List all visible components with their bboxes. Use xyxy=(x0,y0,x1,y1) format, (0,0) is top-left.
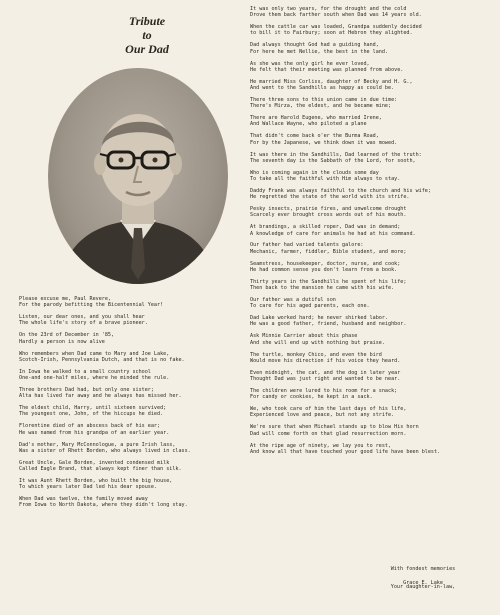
portrait-drawing xyxy=(48,68,228,284)
poem-line: Ask Minnie Carrier about this phase xyxy=(250,333,358,340)
poem-stanza xyxy=(19,296,249,309)
poem-line: There's Mirza, the eldest, and he became mine; xyxy=(250,103,392,110)
poem-line: Thirty years in the Sandhills he spent of his life; xyxy=(250,278,407,285)
poem-line: We're sure that when Michael stands up to blow His horn xyxy=(250,424,419,431)
poem-stanza xyxy=(19,423,249,436)
poem-line: The eldest child, Harry, until sixteen survived; xyxy=(19,405,167,412)
poem-line: He regretted the state of the world with its strife. xyxy=(250,194,410,201)
left-column xyxy=(19,296,249,514)
right-column xyxy=(250,6,495,461)
poem-line: The turtle, monkey Chico, and even the bird xyxy=(250,351,382,358)
poem-line: There three sons to this union came in due time: xyxy=(250,96,398,103)
poem-stanza xyxy=(250,224,495,237)
poem-stanza xyxy=(250,133,495,146)
poem-line: From Iowa to North Dakota, where they didn't long stay. xyxy=(19,502,188,509)
poem-line: There are Harold Eugene, who married Irene, xyxy=(250,115,382,122)
poem-line: As she was the only girl he ever loved, xyxy=(250,60,370,67)
tribute-title xyxy=(92,14,202,56)
title-line-3: Our Dad xyxy=(125,42,169,56)
poem-line: At brandings, a skilled roper, Dad was in demand; xyxy=(250,224,401,231)
poem-line: Who remembers when Dad came to Mary and Joe Lake, xyxy=(19,350,170,357)
poem-line: Would move his direction if his voice they heard. xyxy=(250,357,401,364)
poem-stanza xyxy=(19,387,249,400)
poem-stanza xyxy=(250,170,495,183)
poem-line: to bill it to Fairbury; soon at Hebron they alighted. xyxy=(250,30,413,37)
poem-line: On the 23rd of December in '85, xyxy=(19,332,115,339)
poem-line: Hardly a person is now alive xyxy=(19,338,105,345)
poem-stanza xyxy=(250,188,495,201)
poem-line: Florentine died of an abscess back of his ear; xyxy=(19,423,161,430)
poem-line: To take all the faithful with Him always to stay. xyxy=(250,175,401,182)
poem-line: Listen, our dear ones, and you shall hear xyxy=(19,314,145,321)
poem-stanza xyxy=(250,406,495,419)
poem-line: A knowledge of care for animals he had at his command. xyxy=(250,230,416,237)
poem-line: It was Aunt Rhett Borden, who built the big house, xyxy=(19,477,173,484)
poem-stanza xyxy=(250,333,495,346)
poem-line: Our father had varied talents galore: xyxy=(250,242,364,249)
poem-line: Mechanic, farmer, fiddler, Bible student, and more; xyxy=(250,248,407,255)
poem-stanza xyxy=(19,314,249,327)
poem-stanza xyxy=(250,6,495,19)
poem-line: Alta has lived far away and he always has missed her. xyxy=(19,393,182,400)
closing-line-1: With fondest memories xyxy=(390,565,456,572)
poem-line: Was a sister of Rhett Borden, who always lived in class. xyxy=(19,447,191,454)
poem-stanza xyxy=(250,370,495,383)
poem-line: In Iowa he walked to a small country school xyxy=(19,368,151,375)
poem-line: He was a good father, friend, husband and neighbor. xyxy=(250,321,407,328)
poem-stanza xyxy=(19,332,249,345)
poem-line: Then back to the mansion he came with his wife. xyxy=(250,285,395,292)
title-line-2: to xyxy=(142,28,152,42)
poem-line: Experienced love and peace, but not any strife. xyxy=(250,412,395,419)
poem-line: Seamstress, housekeeper, doctor, nurse, and cook; xyxy=(250,260,401,267)
poem-line: Even midnight, the cat, and the dog in later year xyxy=(250,369,401,376)
poem-line: We, who took care of him the last days of his life, xyxy=(250,406,407,413)
poem-line: For candy or cookies, he kept in a sack. xyxy=(250,394,373,401)
poem-line: And know all that have touched your good life have been blest. xyxy=(250,448,441,455)
poem-line: Dad Lake worked hard; he never shirked labor. xyxy=(250,315,389,322)
poem-stanza xyxy=(250,115,495,128)
poem-line: At the ripe age of ninety, we lay you to rest, xyxy=(250,442,392,449)
poem-line: Dad's mother, Mary McConnologue, a pure Irish lass, xyxy=(19,441,176,448)
poem-line: When the cattle car was loaded, Grandpa suddenly decided xyxy=(250,24,422,31)
poem-stanza xyxy=(250,279,495,292)
poem-line: Dad always thought God had a guiding hand, xyxy=(250,42,379,49)
poem-line: When Dad was twelve, the family moved away xyxy=(19,496,148,503)
poem-line: That didn't come back o'er the Burma Road, xyxy=(250,133,379,140)
poem-line: And went to the Sandhills as happy as could be. xyxy=(250,85,395,92)
poem-stanza xyxy=(19,351,249,364)
poem-stanza xyxy=(19,478,249,491)
poem-line: For here he met Nellie, the best in the land. xyxy=(250,48,389,55)
poem-stanza xyxy=(19,496,249,509)
poem-stanza xyxy=(250,297,495,310)
poem-line: He felt that their meeting was planned from above. xyxy=(250,66,404,73)
poem-stanza xyxy=(250,152,495,165)
poem-line: The whole life's story of a brave pioneer. xyxy=(19,320,148,327)
poem-line: Please excuse me, Paul Revere, xyxy=(19,296,112,302)
poem-line: Dad will come forth on that glad resurrection morn. xyxy=(250,430,407,437)
poem-stanza xyxy=(250,79,495,92)
poem-stanza xyxy=(250,61,495,74)
closing-lines xyxy=(368,553,478,603)
poem-line: Three brothers Dad had, but only one sister; xyxy=(19,386,154,393)
poem-stanza xyxy=(19,442,249,455)
closing-line-2: Your daughter-in-law, xyxy=(390,584,456,591)
poem-stanza xyxy=(250,388,495,401)
poem-stanza xyxy=(250,24,495,37)
poem-line: Great Uncle, Gale Borden, invented condensed milk xyxy=(19,459,170,466)
title-line-1: Tribute xyxy=(128,14,166,28)
poem-line: It was there in the Sandhills, Dad learned of the truth: xyxy=(250,151,422,158)
poem-stanza xyxy=(250,242,495,255)
poem-stanza xyxy=(250,443,495,456)
signature-name: Grace E. Lake xyxy=(403,580,443,586)
poem-stanza xyxy=(250,97,495,110)
poem-stanza xyxy=(19,369,249,382)
poem-stanza xyxy=(19,460,249,473)
poem-stanza xyxy=(250,352,495,365)
poem-line: Scarcely ever brought cross words out of his mouth. xyxy=(250,212,407,219)
poem-stanza xyxy=(250,206,495,219)
poem-line: Pesky insects, prairie fires, and unwelcome drought xyxy=(250,206,407,213)
poem-line: Who is coming again in the clouds some day xyxy=(250,169,379,176)
poem-line: For the parody befitting the Bicentennial Year! xyxy=(19,302,164,309)
poem-line: One-and one-half miles, where he minded the rule. xyxy=(19,375,170,382)
portrait-photo-icon xyxy=(48,68,228,284)
poem-line: Scotch-Irish, Pennsylvania Dutch, and that is no fake. xyxy=(19,356,185,363)
poem-stanza xyxy=(250,424,495,437)
poem-line: For by the Japanese, we think down it was mowed. xyxy=(250,139,398,146)
poem-stanza xyxy=(250,315,495,328)
poem-stanza xyxy=(19,405,249,418)
poem-line: He had common sense you don't learn from a book. xyxy=(250,266,398,273)
poem-line: And she will end up with nothing but praise. xyxy=(250,339,385,346)
poem-line: He was named from his grandpa of an earlier year. xyxy=(19,429,170,436)
poem-line: Drove them back farther south when Dad was 14 years old. xyxy=(250,12,422,19)
poem-line: Thought Dad was just right and wanted to be near. xyxy=(250,376,401,383)
poem-line: The youngest one, John, of the hiccups he died. xyxy=(19,411,164,418)
poem-line: Daddy Frank was always faithful to the church and his wife; xyxy=(250,187,431,194)
poem-line: The children were lured to his room for a snack; xyxy=(250,387,398,394)
poem-line: It was only two years, for the drought and the cold xyxy=(250,6,407,12)
poem-line: And Wallace Wayne, who piloted a plane xyxy=(250,121,367,128)
poem-stanza xyxy=(250,42,495,55)
poem-line: The seventh day is the Sabbath of the Lord, for sooth, xyxy=(250,157,416,164)
poem-line: Our father was a dutiful son xyxy=(250,297,336,303)
poem-line: He married Miss Corliss, daughter of Becky and H. G., xyxy=(250,78,413,85)
poem-line: To care for his aged parents, each one. xyxy=(250,303,370,310)
poem-stanza xyxy=(250,261,495,274)
poem-line: To which years later Dad led his dear spouse. xyxy=(19,484,158,491)
poem-line: Called Eagle Brand, that always kept finer than silk. xyxy=(19,465,182,472)
